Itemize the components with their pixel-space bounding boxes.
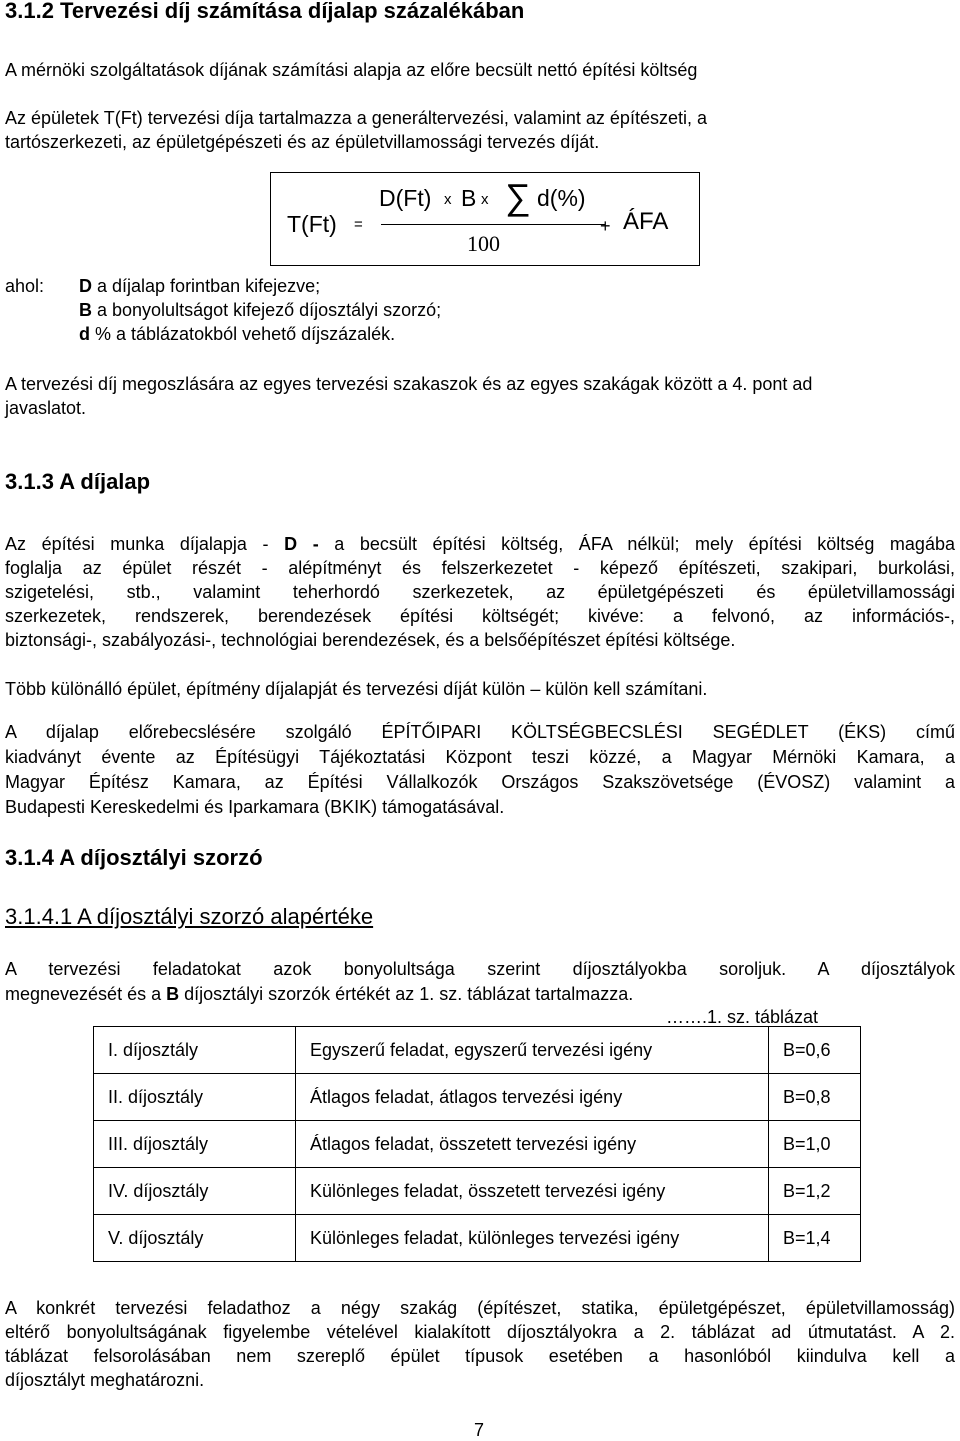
multiplier-cell: B=1,4 bbox=[769, 1215, 861, 1262]
table-caption: …….1. sz. táblázat bbox=[666, 1007, 819, 1027]
class-cell: I. díjosztály bbox=[94, 1027, 296, 1074]
class-cell: IV. díjosztály bbox=[94, 1168, 296, 1215]
paragraph-line: Az épületek T(Ft) tervezési díja tartalmazza a generáltervezési, valamint az építészeti, a bbox=[5, 108, 707, 128]
where-label: ahol: bbox=[5, 276, 45, 296]
formula-denominator: 100 bbox=[467, 231, 500, 256]
paragraph-line: szerkezetek, rendszerek, berendezések építési költségét; kivéve: a felvonó, az információs-, bbox=[5, 606, 955, 626]
where-line-dpct: d % a táblázatokból vehető díjszázalék. bbox=[79, 324, 396, 344]
class-cell: III. díjosztály bbox=[94, 1121, 296, 1168]
paragraph-line: szigetelési, stb., valamint teherhordó szerkezetek, az épületgépészeti és épületvillamossági bbox=[5, 582, 955, 602]
paragraph-line: tartószerkezeti, az épületgépészeti és az épületvillamossági tervezés díját. bbox=[5, 132, 600, 152]
class-cell: II. díjosztály bbox=[94, 1074, 296, 1121]
paragraph-line: A konkrét tervezési feladathoz a négy szakág (építészet, statika, épületgépészet, épületvillamosság) bbox=[5, 1298, 955, 1318]
sigma-symbol: ∑ bbox=[505, 176, 531, 217]
table-row bbox=[94, 1121, 861, 1168]
paragraph-line: kiadványt évente az Építésügyi Tájékoztatási Központ teszi közzé, a Magyar Mérnöki Kamara, a bbox=[5, 747, 955, 767]
paragraph-line: táblázat felsorolásában nem szereplő épület típusok esetében a hasonlóból kiindulva kell a bbox=[5, 1346, 955, 1366]
section-heading-3-1-2: 3.1.2 Tervezési díj számítása díjalap százalékában bbox=[5, 0, 525, 23]
formula-lhs: T(Ft) bbox=[287, 211, 337, 237]
formula-times: x bbox=[481, 191, 489, 208]
class-cell: V. díjosztály bbox=[94, 1215, 296, 1262]
formula-d: D(Ft) bbox=[379, 185, 432, 211]
where-line-d: D a díjalap forintban kifejezve; bbox=[79, 276, 321, 296]
subsection-heading-3-1-4-1: 3.1.4.1 A díjosztályi szorzó alapértéke bbox=[5, 904, 374, 929]
paragraph-line: foglalja az épület részét - alépítményt és felszerkezetet - képező építészeti, szakipari, burkolási, bbox=[5, 558, 955, 578]
fee-formula bbox=[270, 172, 700, 266]
description-cell: Átlagos feladat, összetett tervezési igény bbox=[296, 1121, 769, 1168]
fraction-bar bbox=[381, 224, 605, 225]
paragraph-line: biztonsági-, szabályozási-, technológiai berendezések, és a belsőépítészet építési költsége. bbox=[5, 630, 736, 650]
description-cell: Átlagos feladat, átlagos tervezési igény bbox=[296, 1074, 769, 1121]
multiplier-cell: B=0,8 bbox=[769, 1074, 861, 1121]
paragraph-line: Budapesti Kereskedelmi és Iparkamara (BKIK) támogatásával. bbox=[5, 797, 505, 817]
paragraph-line: Az építési munka díjalapja - D - a becsült építési költség, ÁFA nélkül; mely építési költség magába bbox=[5, 534, 955, 554]
section-heading-3-1-3: 3.1.3 A díjalap bbox=[5, 469, 151, 494]
paragraph-line: díjosztályt meghatározni. bbox=[5, 1370, 205, 1390]
where-line-b: B a bonyolultságot kifejező díjosztályi szorzó; bbox=[79, 300, 442, 320]
paragraph-line: eltérő bonyolultságának figyelembe vételével kialakított díjosztályokra a 2. táblázat ad útmutatást. A 2. bbox=[5, 1322, 955, 1342]
page-number: 7 bbox=[474, 1420, 485, 1440]
intro-text: A mérnöki szolgáltatások díjának számítási alapja az előre becsült nettó építési költség bbox=[5, 60, 698, 80]
multiplier-cell: B=1,0 bbox=[769, 1121, 861, 1168]
formula-equals: = bbox=[354, 216, 363, 233]
recommend-line: A tervezési díj megoszlására az egyes tervezési szakaszok és az egyes szakágak között a 4. pont ad bbox=[5, 374, 813, 394]
multiplier-cell: B=1,2 bbox=[769, 1168, 861, 1215]
paragraph-separate-calc: Több különálló épület, építmény díjalapját és tervezési díját külön – külön kell számítani. bbox=[5, 679, 708, 699]
formula-plus: + bbox=[600, 216, 611, 236]
paragraph-line: Magyar Építész Kamara, az Építési Vállalkozók Országos Szakszövetsége (ÉVOSZ) valamint a bbox=[5, 772, 955, 792]
table-row bbox=[94, 1168, 861, 1215]
paragraph-line: megnevezését és a B díjosztályi szorzók értékét az 1. sz. táblázat tartalmazza. bbox=[5, 984, 634, 1004]
formula-d-percent: d(%) bbox=[537, 185, 586, 211]
recommend-line: javaslatot. bbox=[5, 398, 87, 418]
section-heading-3-1-4: 3.1.4 A díjosztályi szorzó bbox=[5, 845, 263, 870]
fee-class-table bbox=[93, 1026, 861, 1262]
table-row bbox=[94, 1215, 861, 1262]
table-row bbox=[94, 1027, 861, 1074]
paragraph-line: A tervezési feladatokat azok bonyolultsága szerint díjosztályokba soroljuk. A díjosztályok bbox=[5, 959, 955, 979]
formula-vat: ÁFA bbox=[623, 208, 669, 235]
formula-times: x bbox=[444, 191, 452, 208]
formula-b: B bbox=[461, 185, 477, 211]
description-cell: Egyszerű feladat, egyszerű tervezési igény bbox=[296, 1027, 769, 1074]
multiplier-cell: B=0,6 bbox=[769, 1027, 861, 1074]
description-cell: Különleges feladat, különleges tervezési igény bbox=[296, 1215, 769, 1262]
table-row bbox=[94, 1074, 861, 1121]
description-cell: Különleges feladat, összetett tervezési igény bbox=[296, 1168, 769, 1215]
paragraph-line: A díjalap előrebecslésére szolgáló ÉPÍTŐIPARI KÖLTSÉGBECSLÉSI SEGÉDLET (ÉKS) című bbox=[5, 722, 955, 742]
